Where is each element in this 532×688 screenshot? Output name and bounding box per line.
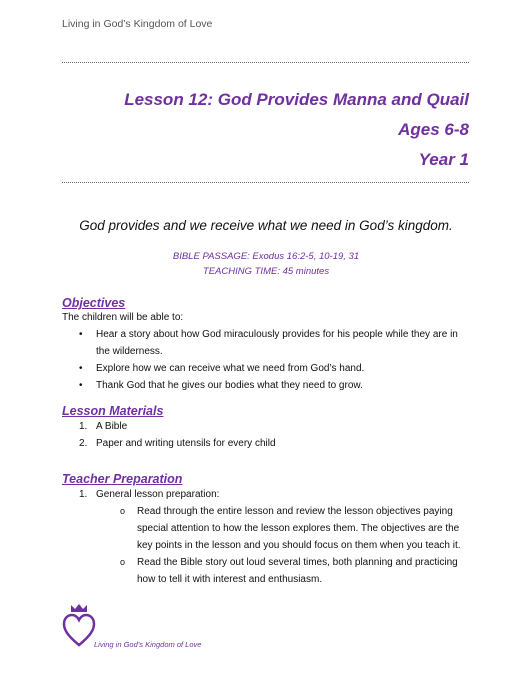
top-divider (62, 62, 469, 63)
preparation-sublist (120, 503, 472, 588)
crown-heart-logo (62, 603, 96, 649)
list-item: • Explore how we can receive what we need from God’s hand. (79, 360, 472, 377)
lesson-tagline: God provides and we receive what we need in God’s kingdom. (79, 218, 453, 233)
teaching-time: TEACHING TIME: 45 minutes (202, 266, 330, 277)
ages-label: Ages 6-8 (398, 120, 469, 139)
materials-list (79, 418, 472, 452)
list-item: 2. Paper and writing utensils for every child (79, 438, 276, 449)
list-item: o Read through the entire lesson and review the lesson objectives paying special attention to how the lesson explores them. The objectives are the key points in the lesson and you should focus on them when you teach it. (120, 503, 472, 554)
materials-heading: Lesson Materials (62, 404, 164, 418)
preparation-heading: Teacher Preparation (62, 472, 183, 486)
preparation-list (79, 486, 472, 503)
list-item: o Read the Bible story out loud several times, both planning and practicing how to tell it with interest and enthusiasm. (120, 554, 472, 588)
running-footer: Living in God’s Kingdom of Love (94, 640, 202, 649)
preparation-section (62, 486, 472, 588)
objectives-intro: The children will be able to: (62, 312, 184, 323)
list-item: • Thank God that he gives our bodies what they need to grow. (79, 377, 472, 394)
list-item: 1. A Bible (79, 421, 128, 432)
objectives-heading: Objectives (62, 296, 126, 310)
bottom-divider (62, 182, 469, 183)
year-label: Year 1 (418, 150, 469, 169)
list-item: • Hear a story about how God miraculously provides for his people while they are in the wilderness. (79, 326, 472, 360)
materials-section (62, 418, 472, 452)
objectives-section (62, 309, 472, 394)
bible-passage: BIBLE PASSAGE: Exodus 16:2-5, 10-19, 31 (172, 251, 360, 262)
list-item: 1. General lesson preparation: (79, 489, 220, 500)
lesson-title: Lesson 12: God Provides Manna and Quail (124, 90, 469, 109)
running-header: Living in God’s Kingdom of Love (62, 18, 213, 30)
objectives-list (79, 326, 472, 394)
